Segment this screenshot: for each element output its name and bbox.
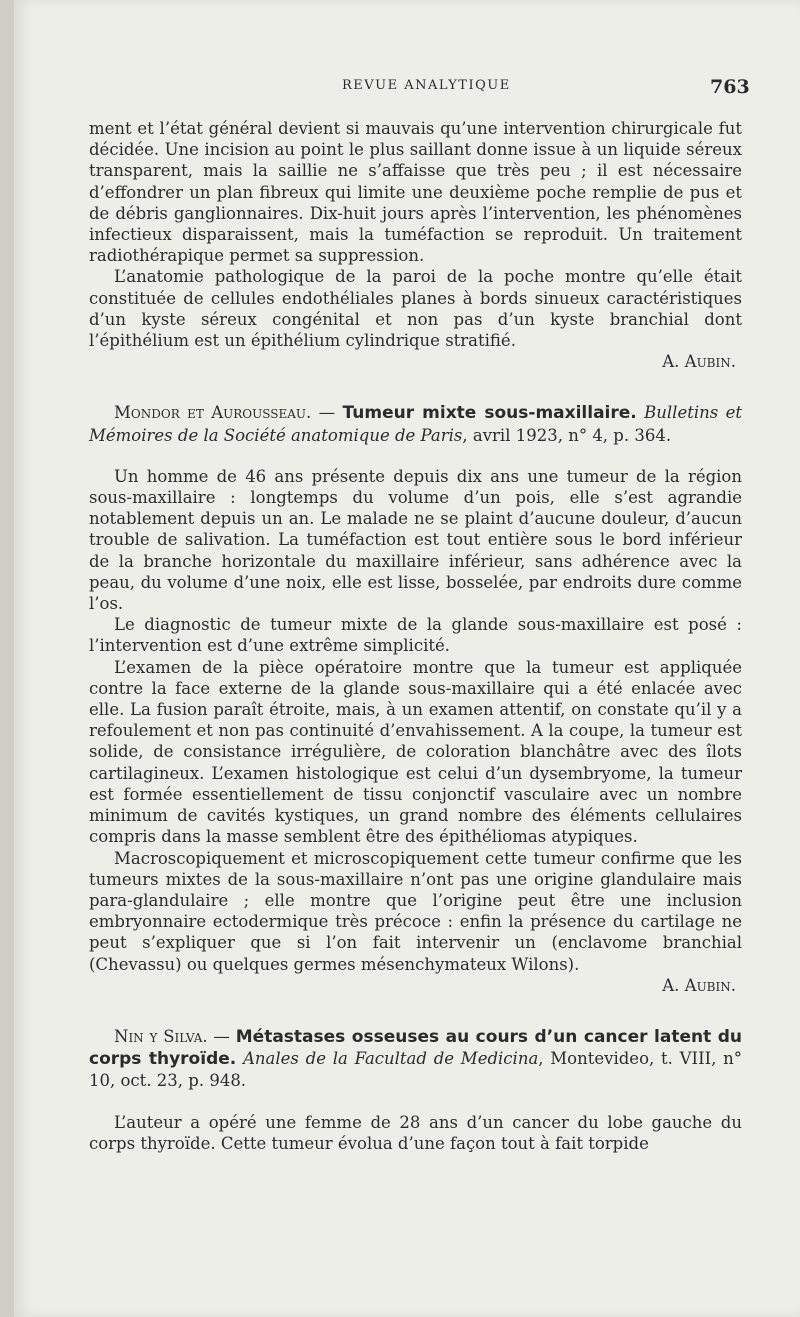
citation-details: , Montevideo, t. VIII, n° 10, oct. 23, p. 948.: [89, 1049, 742, 1091]
article-authors: Mondor et Aurousseau.: [114, 403, 312, 423]
paragraph-examination: L’examen de la pièce opératoire montre que la tumeur est appliquée contre la face externe de la glande sous-maxillaire qui a été enlacée avec elle. La fusion paraît étroite, mais, à un examen attentif, on constate qu’il y a refoulement et non pas continuité d’envahissement. A la coupe, la tumeur est solide, de consistance irrégulière, de coloration blanchâtre avec des îlots cartilagineux. L’examen histologique est celui d’un dysembryome, la tumeur est formée essentiellement de tissu conjonctif vasculaire avec un nombre minimum de cavités kystiques, un grand nombre des éléments cellulaires compris dans la masse semblent être des épithéliomas atypiques.: [89, 657, 742, 847]
page-header: [14, 76, 800, 100]
page-number: 763: [710, 76, 750, 98]
signature-aubin-2: A. Aubin.: [662, 975, 736, 995]
paragraph-diagnosis: Le diagnostic de tumeur mixte de la glande sous-maxillaire est posé : l’intervention est d’une extrême simplicité.: [89, 615, 742, 656]
paragraph-case: Un homme de 46 ans présente depuis dix ans une tumeur de la région sous-maxillaire : longtemps du volume d’un pois, elle s’est agrandie notablement depuis un an. Le malade ne se plaint d’aucune douleur, d’aucun trouble de salivation. La tuméfaction est tout entière sous le bord inférieur de la branche horizontale du maxillaire inférieur, sans adhérence avec la peau, du volume d’une noix, elle est lisse, bosselée, par endroits dure comme l’os.: [89, 466, 742, 614]
article-heading-nin: [89, 1026, 742, 1092]
article-authors: Nin y Silva.: [114, 1026, 208, 1046]
journal-name: Bulletins et Mémoires de la Société anatomique de Paris: [89, 403, 743, 445]
journal-name: Anales de la Facultad de Medicina: [243, 1049, 539, 1069]
article-title: Tumeur mixte sous-maxillaire.: [342, 403, 637, 424]
spacer: [89, 1092, 742, 1112]
paragraph-anatomy: L’anatomie pathologique de la paroi de la poche montre qu’elle était constituée de cellules endothéliales planes à bords sinueux caractéristiques d’un kyste séreux congénital et non pas d’un kyste branchial dont l’épithélium est un épithélium cylindrique stratifié.: [89, 267, 742, 351]
citation-details: , avril 1923, n° 4, p. 364.: [462, 425, 672, 445]
book-page: [14, 0, 800, 1317]
article-heading-mondor: [89, 402, 742, 445]
article-title: Métastases osseuses au cours d’un cancer latent du corps thyroïde.: [89, 1026, 742, 1070]
heading-dash: —: [311, 403, 343, 423]
spacer: [89, 446, 742, 466]
paragraph-thyroid: L’auteur a opéré une femme de 28 ans d’un cancer du lobe gauche du corps thyroïde. Cette tumeur évolua d’une façon tout à fait torpide: [89, 1112, 742, 1153]
running-title: REVUE ANALYTIQUE: [342, 78, 511, 93]
paragraph-continued: ment et l’état général devient si mauvais qu’une intervention chirurgicale fut décidée. Une incision au point le plus saillant donne issue à un liquide séreux transparent, mais la saillie ne s’affaisse que très peu ; il est nécessaire d’effondrer un plan fibreux qui limite une deuxième poche remplie de pus et de débris ganglionnaires. Dix-huit jours après l’intervention, les phénomènes infectieux disparaissent, mais la tuméfaction se reproduit. Un traitement radiothérapique permet sa suppression.: [89, 119, 742, 266]
heading-dash: —: [207, 1026, 236, 1046]
paragraph-conclusion: Macroscopiquement et microscopiquement cette tumeur confirme que les tumeurs mixtes de la sous-maxillaire n’ont pas une origine glandulaire mais para-glandulaire ; elle montre que l’origine peut être une inclusion embryonnaire ectodermique très précoce : enfin la présence du cartilage ne peut s’expliquer que si l’on fait intervenir un (enclavome branchial (Chevassu) ou quelques germes mésenchymateux Wilons).: [89, 848, 742, 974]
text-column: [89, 118, 742, 1154]
signature-aubin-1: A. Aubin.: [662, 352, 736, 372]
